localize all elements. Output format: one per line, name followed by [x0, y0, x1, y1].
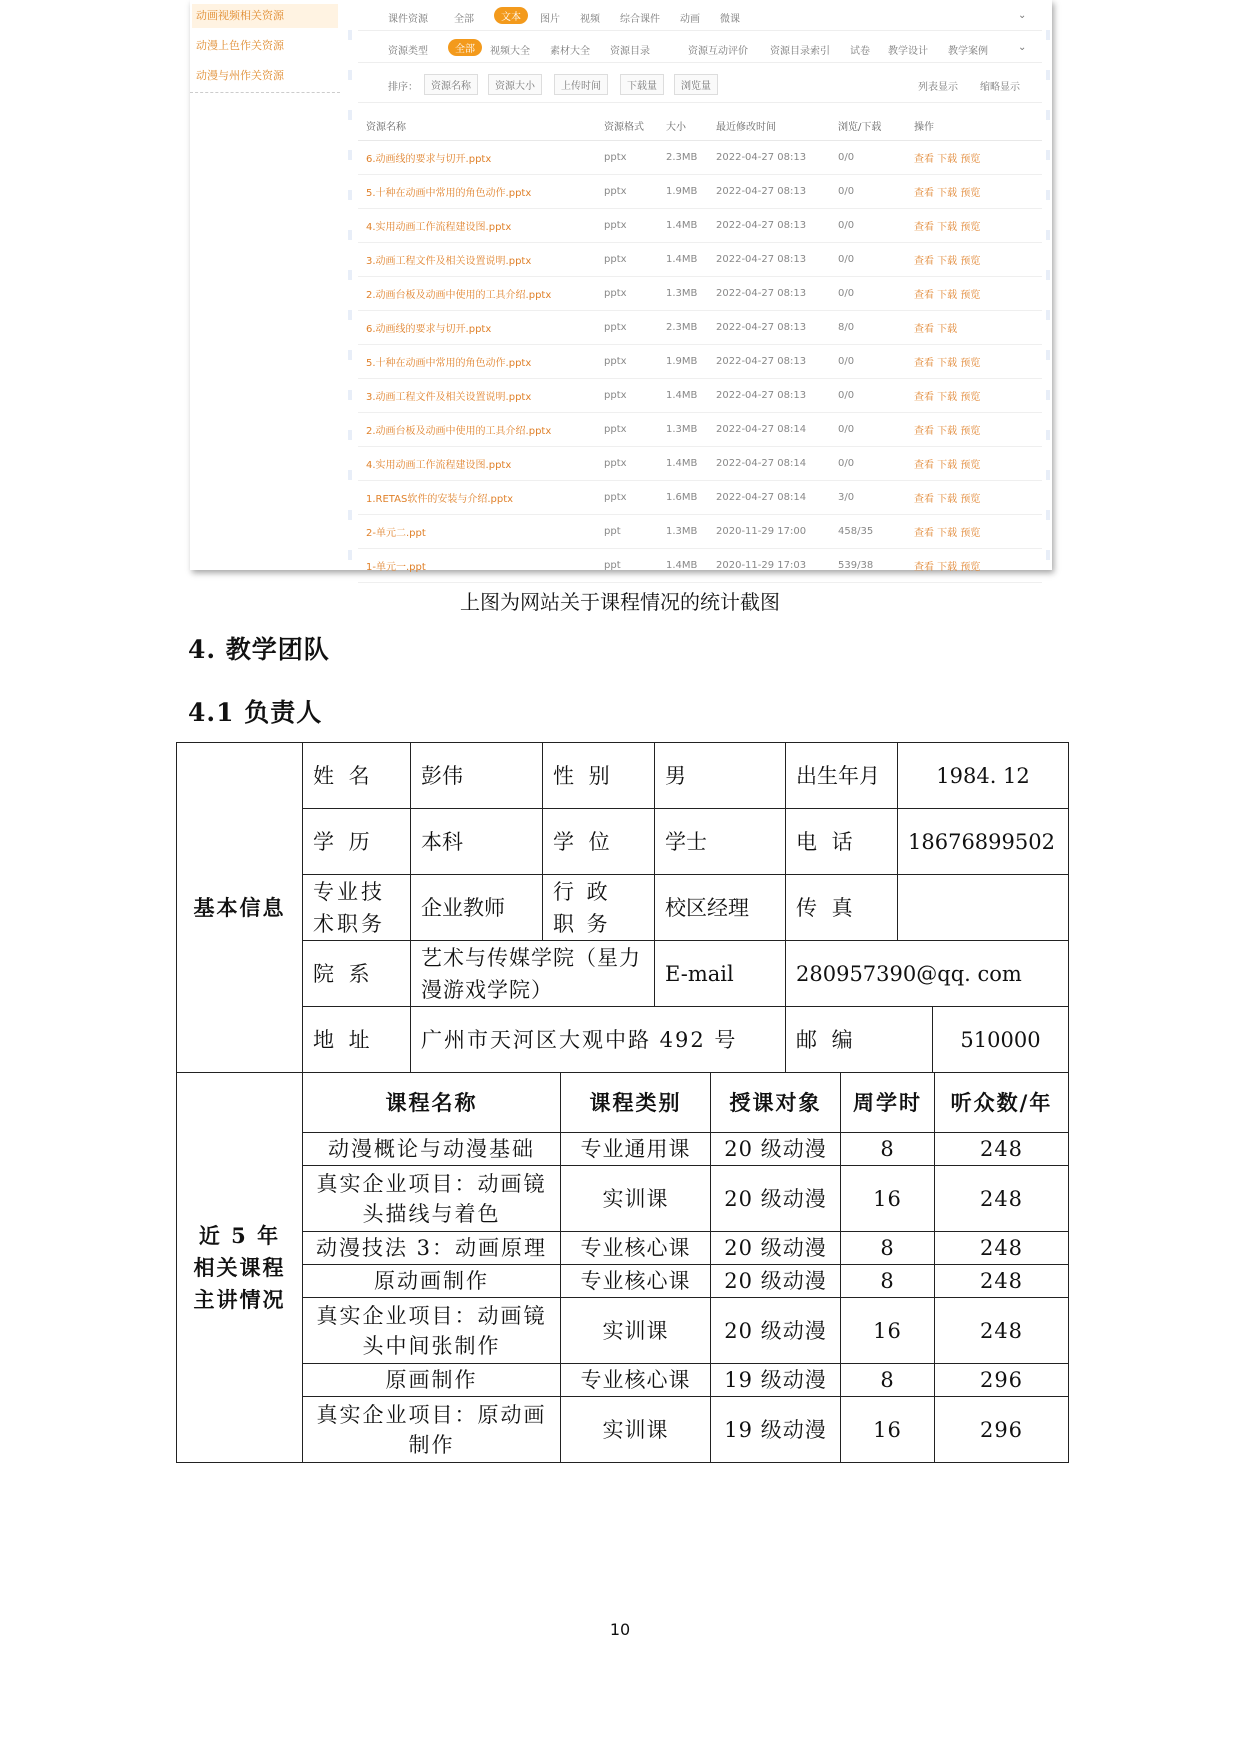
course-cell: 248: [935, 1166, 1069, 1232]
course-cell: 实训课: [561, 1298, 711, 1364]
name-label: 姓 名: [303, 743, 411, 809]
resource-column-header: 资源名称: [358, 110, 596, 141]
course-cell: 16: [841, 1298, 935, 1364]
resource-cell: 3/0: [830, 481, 906, 515]
degree-label: 学 位: [543, 809, 655, 875]
course-cell: 16: [841, 1397, 935, 1463]
gender-label: 性 别: [543, 743, 655, 809]
resource-cell: pptx: [596, 209, 658, 243]
course-cell: 专业通用课: [561, 1133, 711, 1166]
resource-row[interactable]: [358, 209, 1042, 243]
resource-name-link[interactable]: 6.动画线的要求与切开.pptx: [358, 141, 596, 175]
courses-table: [176, 1072, 1069, 1463]
resource-cell: 1.4MB: [658, 243, 708, 277]
courses-column-header: 课程类别: [561, 1073, 711, 1133]
screenshot-sidebar: [190, 0, 340, 100]
title-value: 企业教师: [411, 875, 543, 941]
resource-cell: 2022-04-27 08:13: [708, 209, 830, 243]
scroll-deco-left: [348, 0, 352, 560]
course-name: 真实企业项目：动画镜头中间张制作: [303, 1298, 561, 1364]
filter-tab[interactable]: 试卷: [850, 46, 870, 57]
filter-label: 资源类型: [388, 46, 428, 57]
resource-cell: 1.4MB: [658, 209, 708, 243]
resource-cell: pptx: [596, 447, 658, 481]
resource-cell: 2022-04-27 08:13: [708, 175, 830, 209]
resource-screenshot: [190, 0, 1052, 573]
resource-name-link[interactable]: 3.动画工程文件及相关设置说明.pptx: [358, 379, 596, 413]
sort-label: 排序：: [388, 82, 418, 93]
course-name: 原画制作: [303, 1364, 561, 1397]
resource-header-row: [358, 110, 1042, 141]
resource-row[interactable]: [358, 141, 1042, 175]
filter-tab[interactable]: 综合课件: [620, 14, 660, 25]
courses-column-header: 周学时: [841, 1073, 935, 1133]
resource-cell: 2022-04-27 08:13: [708, 277, 830, 311]
filter-tab[interactable]: 素材大全: [550, 46, 590, 57]
courses-column-header: 授课对象: [711, 1073, 841, 1133]
resource-cell: ppt: [596, 549, 658, 583]
filter-tab[interactable]: 动画: [680, 14, 700, 25]
resource-cell: pptx: [596, 379, 658, 413]
course-row: [177, 1397, 1069, 1463]
resource-actions[interactable]: 查看 下载 预览: [906, 175, 1042, 209]
filter-tab[interactable]: 微课: [720, 14, 740, 25]
course-cell: 19 级动漫: [711, 1397, 841, 1463]
course-row: [177, 1133, 1069, 1166]
resource-cell: 2022-04-27 08:13: [708, 379, 830, 413]
resource-cell: 2.3MB: [658, 141, 708, 175]
filter-tab[interactable]: 全部: [454, 14, 474, 25]
course-row: [177, 1232, 1069, 1265]
sidebar-item[interactable]: 动画视频相关资源: [192, 4, 338, 28]
filter-tab[interactable]: 视频: [580, 14, 600, 25]
phone-value: 18676899502: [898, 809, 1069, 875]
resource-column-header: 资源格式: [596, 110, 658, 141]
resource-cell: 0/0: [830, 175, 906, 209]
resource-cell: 2022-04-27 08:14: [708, 447, 830, 481]
resource-actions[interactable]: 查看 下载 预览: [906, 243, 1042, 277]
resource-cell: 2022-04-27 08:13: [708, 141, 830, 175]
resource-cell: 2022-04-27 08:14: [708, 413, 830, 447]
course-cell: 20 级动漫: [711, 1166, 841, 1232]
resource-cell: 1.9MB: [658, 175, 708, 209]
birth-value: 1984. 12: [898, 743, 1069, 809]
admin-label: 行 政 职 务: [543, 875, 655, 941]
course-cell: 8: [841, 1265, 935, 1298]
resource-name-link[interactable]: 6.动画线的要求与切开.pptx: [358, 311, 596, 345]
edu-value: 本科: [411, 809, 543, 875]
resource-cell: pptx: [596, 277, 658, 311]
resource-actions[interactable]: 查看 下载 预览: [906, 277, 1042, 311]
degree-value: 学士: [655, 809, 786, 875]
course-row: [177, 1364, 1069, 1397]
title-label: 专业技术职务: [303, 875, 411, 941]
phone-label: 电 话: [786, 809, 898, 875]
resource-name-link[interactable]: 1-单元一.ppt: [358, 549, 596, 583]
fax-value: [898, 875, 1069, 941]
name-value: 彭伟: [411, 743, 543, 809]
resource-column-header: 浏览/下载: [830, 110, 906, 141]
course-cell: 296: [935, 1364, 1069, 1397]
resource-cell: 458/35: [830, 515, 906, 549]
course-cell: 248: [935, 1232, 1069, 1265]
course-name: 真实企业项目：原动画制作: [303, 1397, 561, 1463]
basic-info-table: [176, 742, 1069, 1073]
edu-label: 学 历: [303, 809, 411, 875]
resource-cell: pptx: [596, 413, 658, 447]
filter-tab-active[interactable]: 全部: [448, 39, 482, 56]
filter-tab[interactable]: 教学设计: [888, 46, 928, 57]
courses-column-header: 听众数/年: [935, 1073, 1069, 1133]
resource-name-link[interactable]: 5.十种在动画中常用的角色动作.pptx: [358, 345, 596, 379]
resource-cell: 0/0: [830, 243, 906, 277]
resource-cell: 1.4MB: [658, 549, 708, 583]
resource-row[interactable]: [358, 243, 1042, 277]
resource-cell: 1.4MB: [658, 379, 708, 413]
addr-value: 广州市天河区大观中路 492 号: [411, 1007, 786, 1073]
resource-cell: 1.3MB: [658, 515, 708, 549]
resource-row[interactable]: [358, 175, 1042, 209]
course-cell: 19 级动漫: [711, 1364, 841, 1397]
resource-actions[interactable]: 查看 下载 预览: [906, 447, 1042, 481]
course-cell: 20 级动漫: [711, 1133, 841, 1166]
sidebar-item[interactable]: 动漫上色作关资源: [196, 39, 284, 52]
sort-row: [358, 70, 1042, 103]
resource-column-header: 大小: [658, 110, 708, 141]
resource-cell: 2022-04-27 08:13: [708, 345, 830, 379]
sort-downloads-button[interactable]: 下载量: [620, 74, 664, 95]
filter-row-2: [358, 34, 1042, 63]
course-cell: 20 级动漫: [711, 1232, 841, 1265]
chevron-down-icon[interactable]: ⌄: [1018, 10, 1027, 21]
course-cell: 20 级动漫: [711, 1265, 841, 1298]
course-row: [177, 1298, 1069, 1364]
resource-actions[interactable]: 查看 下载 预览: [906, 515, 1042, 549]
resource-row[interactable]: [358, 345, 1042, 379]
resource-cell: 2022-04-27 08:13: [708, 243, 830, 277]
resource-cell: 0/0: [830, 209, 906, 243]
resource-cell: 1.3MB: [658, 413, 708, 447]
course-cell: 8: [841, 1364, 935, 1397]
resource-cell: 0/0: [830, 345, 906, 379]
filter-tab[interactable]: 资源互动评价: [688, 46, 748, 57]
admin-value: 校区经理: [655, 875, 786, 941]
course-name: 真实企业项目：动画镜头描线与着色: [303, 1166, 561, 1232]
resource-cell: 1.9MB: [658, 345, 708, 379]
resource-row[interactable]: [358, 379, 1042, 413]
resource-row[interactable]: [358, 515, 1042, 549]
sidebar-item[interactable]: 动漫与州作关资源: [196, 69, 284, 82]
filter-row-1: [358, 2, 1042, 31]
dept-label: 院 系: [303, 941, 411, 1007]
course-name: 原动画制作: [303, 1265, 561, 1298]
resource-cell: pptx: [596, 141, 658, 175]
filter-tab[interactable]: 资源目录: [610, 46, 650, 57]
fax-label: 传 真: [786, 875, 898, 941]
filter-tab[interactable]: 视频大全: [490, 46, 530, 57]
zip-label: 邮 编: [786, 1007, 933, 1073]
page-number: 10: [609, 1620, 631, 1639]
resource-name-link[interactable]: 1.RETAS软件的安装与介绍.pptx: [358, 481, 596, 515]
resource-actions[interactable]: 查看 下载 预览: [906, 413, 1042, 447]
resource-cell: pptx: [596, 311, 658, 345]
resource-row[interactable]: [358, 549, 1042, 583]
resource-cell: 2020-11-29 17:03: [708, 549, 830, 583]
chevron-down-icon[interactable]: ⌄: [1018, 42, 1027, 53]
filter-tab[interactable]: 图片: [540, 14, 560, 25]
resource-name-link[interactable]: 3.动画工程文件及相关设置说明.pptx: [358, 243, 596, 277]
sort-name-button[interactable]: 资源名称: [424, 74, 478, 95]
list-view-toggle[interactable]: 列表显示: [918, 82, 958, 93]
resource-name-link[interactable]: 2.动画台板及动画中使用的工具介绍.pptx: [358, 413, 596, 447]
course-cell: 实训课: [561, 1397, 711, 1463]
resource-row[interactable]: [358, 311, 1042, 345]
zip-value: 510000: [933, 1007, 1069, 1073]
subsection-heading: 4.1 负责人: [188, 698, 323, 727]
filter-tab[interactable]: 教学案例: [948, 46, 988, 57]
course-name: 动漫技法 3：动画原理: [303, 1232, 561, 1265]
resource-row[interactable]: [358, 447, 1042, 481]
resource-row[interactable]: [358, 481, 1042, 515]
figure-caption: 上图为网站关于课程情况的统计截图: [460, 590, 780, 614]
resource-actions[interactable]: 查看 下载 预览: [906, 209, 1042, 243]
resource-cell: 539/38: [830, 549, 906, 583]
email-label: E-mail: [655, 941, 786, 1007]
course-cell: 8: [841, 1133, 935, 1166]
course-cell: 8: [841, 1232, 935, 1265]
resource-cell: 1.6MB: [658, 481, 708, 515]
course-cell: 248: [935, 1133, 1069, 1166]
email-value: 280957390@qq. com: [786, 941, 1069, 1007]
resource-name-link[interactable]: 5.十种在动画中常用的角色动作.pptx: [358, 175, 596, 209]
grid-view-toggle[interactable]: 缩略显示: [980, 82, 1020, 93]
course-cell: 专业核心课: [561, 1364, 711, 1397]
course-cell: 20 级动漫: [711, 1298, 841, 1364]
resource-cell: 2020-11-29 17:00: [708, 515, 830, 549]
resource-cell: 0/0: [830, 413, 906, 447]
resource-cell: 0/0: [830, 141, 906, 175]
resource-actions[interactable]: 查看 下载 预览: [906, 141, 1042, 175]
resource-cell: 8/0: [830, 311, 906, 345]
section-heading: 4. 教学团队: [188, 635, 330, 664]
resource-actions[interactable]: 查看 下载 预览: [906, 345, 1042, 379]
birth-label: 出生年月: [786, 743, 898, 809]
sort-views-button[interactable]: 浏览量: [674, 74, 718, 95]
resource-name-link[interactable]: 2.动画台板及动画中使用的工具介绍.pptx: [358, 277, 596, 311]
course-cell: 实训课: [561, 1166, 711, 1232]
courses-column-header: 课程名称: [303, 1073, 561, 1133]
resource-actions[interactable]: 查看 下载 预览: [906, 481, 1042, 515]
resource-column-header: 最近修改时间: [708, 110, 830, 141]
resource-cell: 1.4MB: [658, 447, 708, 481]
resource-column-header: 操作: [906, 110, 1042, 141]
resource-row[interactable]: [358, 277, 1042, 311]
course-cell: 专业核心课: [561, 1232, 711, 1265]
resource-name-link[interactable]: 4.实用动画工作流程建设图.pptx: [358, 447, 596, 481]
course-row: [177, 1265, 1069, 1298]
sort-time-button[interactable]: 上传时间: [554, 74, 608, 95]
basic-info-label: 基本信息: [177, 743, 303, 1073]
resource-cell: pptx: [596, 175, 658, 209]
course-row: [177, 1166, 1069, 1232]
resource-name-link[interactable]: 4.实用动画工作流程建设图.pptx: [358, 209, 596, 243]
scroll-deco-right: [1046, 0, 1050, 560]
resource-actions[interactable]: 查看 下载 预览: [906, 379, 1042, 413]
resource-cell: ppt: [596, 515, 658, 549]
resource-cell: 2022-04-27 08:14: [708, 481, 830, 515]
filter-label: 课件资源: [388, 14, 428, 25]
course-cell: 248: [935, 1298, 1069, 1364]
filter-tab[interactable]: 资源目录索引: [770, 46, 830, 57]
resource-cell: 0/0: [830, 447, 906, 481]
course-name: 动漫概论与动漫基础: [303, 1133, 561, 1166]
resource-cell: pptx: [596, 481, 658, 515]
resource-name-link[interactable]: 2-单元二.ppt: [358, 515, 596, 549]
course-cell: 专业核心课: [561, 1265, 711, 1298]
resource-cell: 1.3MB: [658, 277, 708, 311]
resource-cell: 0/0: [830, 379, 906, 413]
course-cell: 296: [935, 1397, 1069, 1463]
resource-cell: pptx: [596, 345, 658, 379]
sort-size-button[interactable]: 资源大小: [488, 74, 542, 95]
courses-header-row: [177, 1073, 1069, 1133]
resource-cell: 2022-04-27 08:13: [708, 311, 830, 345]
resource-actions[interactable]: 查看 下载: [906, 311, 1042, 345]
resource-actions[interactable]: 查看 下载 预览: [906, 549, 1042, 583]
sidebar-divider: [190, 92, 340, 93]
resource-row[interactable]: [358, 413, 1042, 447]
resource-table: [358, 110, 1042, 583]
filter-tab-active[interactable]: 文本: [494, 7, 528, 24]
resource-cell: pptx: [596, 243, 658, 277]
addr-label: 地 址: [303, 1007, 411, 1073]
course-cell: 16: [841, 1166, 935, 1232]
screenshot-main: [358, 0, 1042, 573]
resource-cell: 2.3MB: [658, 311, 708, 345]
dept-value: 艺术与传媒学院（星力漫游戏学院）: [411, 941, 655, 1007]
courses-section-label: 近 5 年相关课程主讲情况: [177, 1073, 303, 1463]
resource-cell: 0/0: [830, 277, 906, 311]
gender-value: 男: [655, 743, 786, 809]
course-cell: 248: [935, 1265, 1069, 1298]
